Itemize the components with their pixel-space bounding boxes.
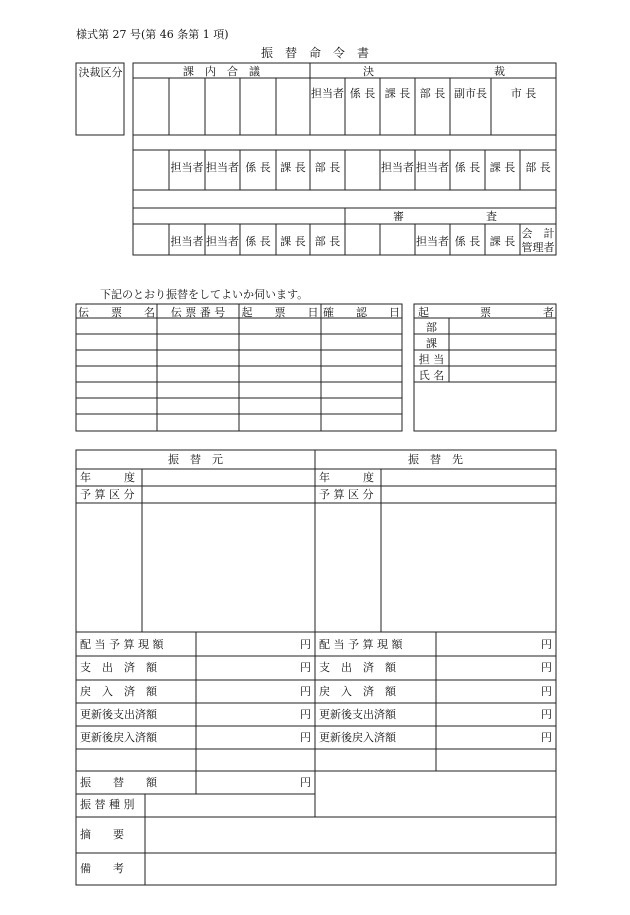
kessai-kubun-label: 決裁区分	[78, 66, 123, 79]
transfer-amount-yen: 円	[300, 776, 311, 789]
top-role-6: 市 長	[510, 87, 537, 100]
mid-role-left-1: 担当者	[170, 161, 204, 174]
mid-role-right-5: 部 長	[525, 161, 551, 174]
kessai-left-label: 決	[363, 65, 374, 78]
from-yen-5: 円	[300, 731, 311, 744]
bottom-role-4: 課 長	[280, 235, 306, 248]
from-budget-label: 予 算 区 分	[80, 488, 135, 501]
from-amount-label-3: 戻 入 済 額	[80, 685, 157, 698]
mid-role-right-4: 課 長	[489, 161, 516, 174]
to-yen-2: 円	[541, 661, 552, 674]
from-yen-4: 円	[300, 708, 311, 721]
kaikei-line-1: 会 計	[521, 227, 555, 240]
kessai-right-label: 裁	[494, 65, 505, 78]
to-budget-label: 予 算 区 分	[319, 488, 374, 501]
mid-role-right-3: 係 長	[454, 161, 481, 174]
top-role-5: 副市長	[454, 87, 487, 100]
from-amount-label-1: 配 当 予 算 現 額	[80, 638, 164, 651]
bottom-role-8: 課 長	[489, 235, 516, 248]
drafter-label-section: 課	[426, 337, 437, 350]
mid-role-left-3: 係 長	[245, 161, 271, 174]
mid-role-right-1: 担当者	[381, 161, 414, 174]
to-yen-3: 円	[541, 685, 552, 698]
drafter-header-left: 起	[418, 306, 429, 319]
voucher-header-draft-date: 起 票 日	[241, 306, 319, 319]
remarks-label: 備 考	[80, 862, 124, 875]
kanai-gougi-label: 課 内 合 議	[183, 65, 260, 78]
transfer-amount-label: 振 替 額	[80, 776, 157, 789]
mid-role-right-2: 担当者	[416, 161, 449, 174]
from-amount-label-5: 更新後戻入済額	[80, 731, 157, 744]
top-role-1: 担当者	[311, 87, 344, 100]
voucher-header-name: 伝 票 名	[78, 306, 155, 319]
from-year-label: 年 度	[80, 471, 135, 484]
transfer-to-title: 振 替 先	[408, 453, 463, 466]
to-amount-label-3: 戻 入 済 額	[319, 685, 396, 698]
bottom-role-5: 部 長	[314, 235, 341, 248]
top-role-4: 部 長	[419, 87, 446, 100]
mid-role-left-4: 課 長	[280, 161, 306, 174]
to-year-label: 年 度	[319, 471, 374, 484]
mid-role-left-2: 担当者	[206, 161, 239, 174]
from-amount-label-4: 更新後支出済額	[80, 708, 157, 721]
summary-label: 摘 要	[80, 828, 124, 841]
shinsa-left-label: 審	[393, 210, 404, 223]
drafter-header-mid: 票	[480, 306, 491, 319]
to-yen-5: 円	[541, 731, 552, 744]
bottom-role-7: 係 長	[454, 235, 481, 248]
form-number: 様式第 27 号(第 46 条第 1 項)	[76, 28, 229, 41]
from-amount-label-2: 支 出 済 額	[80, 661, 157, 674]
voucher-header-number: 伝 票 番 号	[170, 306, 226, 319]
to-amount-label-5: 更新後戻入済額	[319, 731, 396, 744]
top-role-3: 課 長	[384, 87, 411, 100]
drafter-label-name: 氏 名	[418, 369, 445, 382]
bottom-role-6: 担当者	[416, 235, 449, 248]
from-yen-2: 円	[300, 661, 311, 674]
top-role-2: 係 長	[349, 87, 376, 100]
to-amount-label-1: 配 当 予 算 現 額	[319, 638, 403, 651]
voucher-header-confirm-date: 確 認 日	[323, 306, 400, 319]
transfer-type-label: 振 替 種 別	[80, 798, 135, 811]
request-text: 下記のとおり振替をしてよいか伺います。	[100, 288, 309, 301]
bottom-role-1: 担当者	[170, 235, 204, 248]
bottom-role-3: 係 長	[245, 235, 271, 248]
drafter-label-department: 部	[426, 321, 437, 334]
mid-role-left-5: 部 長	[314, 161, 341, 174]
drafter-header-right: 者	[543, 306, 554, 319]
shinsa-right-label: 査	[486, 210, 497, 223]
to-yen-4: 円	[541, 708, 552, 721]
to-yen-1: 円	[541, 638, 552, 651]
bottom-role-2: 担当者	[206, 235, 239, 248]
from-yen-1: 円	[300, 638, 311, 651]
to-amount-label-4: 更新後支出済額	[319, 708, 396, 721]
transfer-from-title: 振 替 元	[168, 453, 223, 466]
from-yen-3: 円	[300, 685, 311, 698]
form-title: 振 替 命 令 書	[260, 46, 369, 60]
kaikei-line-2: 管理者	[521, 241, 555, 254]
drafter-label-charge: 担 当	[418, 353, 445, 366]
to-amount-label-2: 支 出 済 額	[319, 661, 396, 674]
